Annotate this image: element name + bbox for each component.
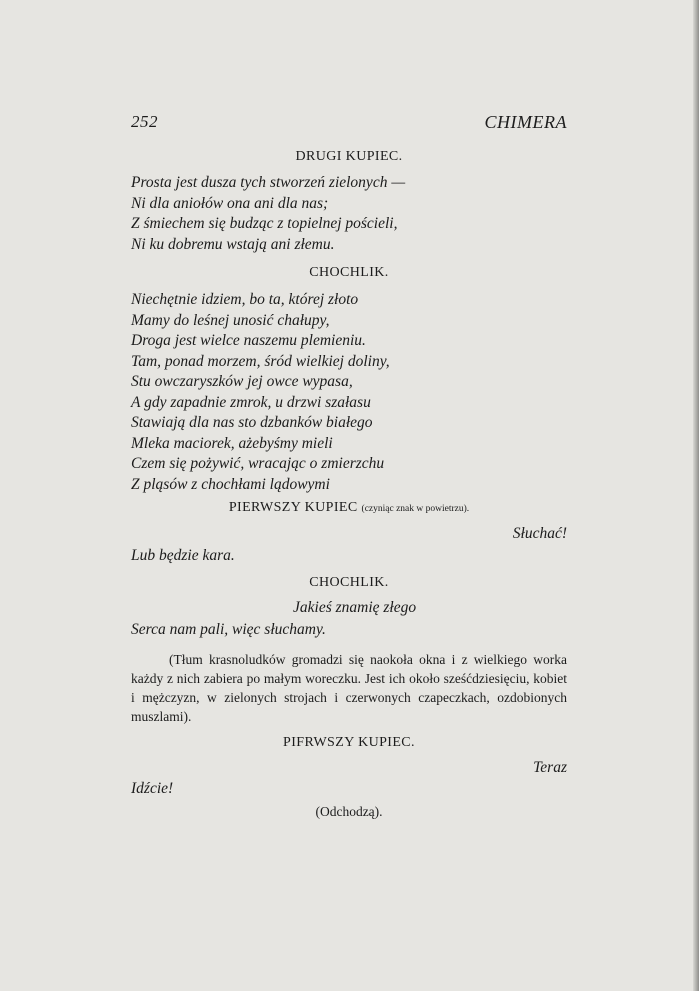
verse-line: Z pląsów z chochłami lądowymi: [131, 475, 330, 493]
verse-line: A gdy zapadnie zmrok, u drzwi szałasu: [131, 393, 371, 411]
verse-line: Słuchać!: [512, 525, 567, 542]
speaker-name: CHOCHLIK.: [309, 265, 389, 280]
page-edge-shadow: [693, 0, 699, 991]
verse-line: Mamy do leśnej unosić chałupy,: [131, 311, 330, 329]
verse-line: Stu owczaryszków jej owce wypasa,: [131, 373, 353, 390]
verse-line: Czem się pożywić, wracając o zmierzchu: [131, 455, 385, 472]
verse-line: Z śmiechem się budząc z topielnej pościeli,: [131, 215, 398, 232]
verse-line: Stawiają dla nas sto dzbanków białego: [131, 414, 373, 431]
speaker-name: PIERWSZY KUPIEC: [228, 500, 358, 515]
page-header: [131, 112, 567, 136]
verse-line: Serca nam pali, więc słuchamy.: [131, 620, 326, 638]
verse-line: Tam, ponad morzem, śród wielkiej doliny,: [131, 352, 390, 370]
section-chochlik-1: [131, 264, 567, 495]
verse-line: Ni ku dobremu wstają ani złemu.: [131, 235, 335, 253]
speaker-name: DRUGI KUPIEC.: [295, 149, 403, 164]
stage-direction: (Tłum krasnoludków gromadzi się naokoła okna i z wielkiego worka każdy z nich zabiera po małym woreczku. Jest ich około sześćdziesięciu, kobiet i mężczyzn, w zielonych strojach i czerwonych czapeczkach, ozdobionych muszlami).: [131, 652, 567, 724]
section-pierwszy-kupiec-2: [131, 734, 567, 799]
verse-line: Droga jest wielce naszemu plemieniu.: [131, 332, 366, 349]
speaker-name: CHOCHLIK.: [309, 575, 389, 590]
section-pierwszy-kupiec-1: [131, 499, 567, 566]
verse-line: Lub będzie kara.: [131, 546, 235, 564]
verse-line: Mleka maciorek, ażebyśmy mieli: [131, 434, 333, 452]
speaker-name: PIFRWSZY KUPIEC.: [283, 735, 415, 750]
section-drugi-kupiec: [131, 148, 567, 255]
verse-line: Prosta jest dusza tych stworzeń zielonych —: [131, 174, 406, 191]
verse-line: Niechętnie idziem, bo ta, której złoto: [131, 291, 359, 308]
verse-line: Jakieś znamię złego: [293, 599, 417, 616]
speaker-heading: [131, 499, 567, 518]
exit-direction: (Odchodzą).: [315, 804, 383, 819]
page-number: 252: [131, 112, 158, 131]
exit-direction-block: [131, 802, 567, 821]
verse-line: Ni dla aniołów ona ani dla nas;: [131, 194, 329, 212]
verse-line: Teraz: [533, 759, 567, 776]
verse-line: Idźcie!: [131, 779, 174, 797]
section-chochlik-2: [131, 574, 567, 640]
stage-direction-block: [131, 650, 567, 726]
running-title: CHIMERA: [484, 112, 567, 132]
stage-note: (czyniąc znak w powietrzu).: [361, 504, 470, 514]
